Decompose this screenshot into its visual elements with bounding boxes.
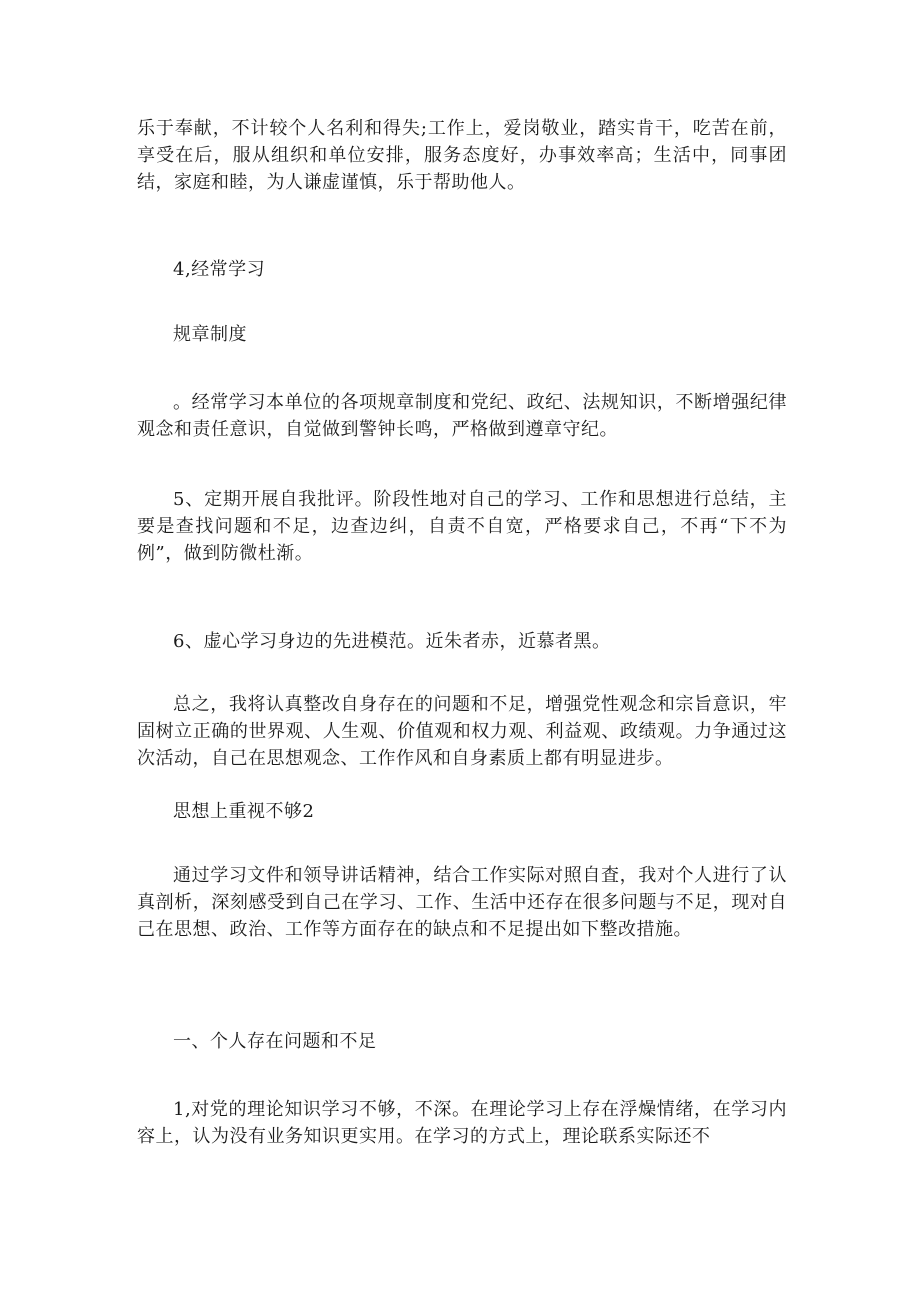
heading-rules-regulations: 规章制度 [173,324,247,345]
paragraph-self-criticism: 5、定期开展自我批评。阶段性地对自己的学习、工作和思想进行总结，主要是查找问题和不足，边查边纠，自责不自宽，严格要求自己，不再“下不为例”，做到防微杜渐。 [137,489,787,564]
paragraph-theory-study: 1,对党的理论知识学习不够，不深。在理论学习上存在浮燥情绪，在学习内容上，认为没有业务知识更实用。在学习的方式上，理论联系实际还不 [137,1099,787,1147]
heading-regular-study: 4,经常学习 [173,259,266,280]
paragraph-dedication: 乐于奉献，不计较个人名利和得失;工作上，爱岗敬业，踏实肯干，吃苦在前，享受在后，服从组织和单位安排，服务态度好，办事效率高；生活中，同事团结，家庭和睦，为人谦虚谨慎，乐于帮助他人。 [137,118,787,193]
heading-insufficient-attention: 思想上重视不够2 [173,801,315,822]
paragraph-self-examination: 通过学习文件和领导讲话精神，结合工作实际对照自査，我对个人进行了认真剖析，深刻感受到自己在学习、工作、生活中还存在很多问题与不足，现对自己在思想、政治、工作等方面存在的缺点和不足提出如下整改措施。 [137,865,787,940]
paragraph-conclusion: 总之，我将认真整改自身存在的问题和不足，增强党性观念和宗旨意识，牢固树立正确的世界观、人生观、价值观和权力观、利益观、政绩观。力争通过这次活动，自己在思想观念、工作作风和自身素质上都有明显进步。 [137,694,787,769]
paragraph-study-rules: 。经常学习本单位的各项规章制度和党纪、政纪、法规知识，不断增强纪律观念和责任意识，自觉做到警钟长鸣，严格做到遵章守纪。 [137,392,787,440]
heading-problems-shortcomings: 一、个人存在问题和不足 [173,1031,377,1052]
paragraph-role-models: 6、虚心学习身边的先进模范。近朱者赤，近慕者黑。 [173,631,611,652]
